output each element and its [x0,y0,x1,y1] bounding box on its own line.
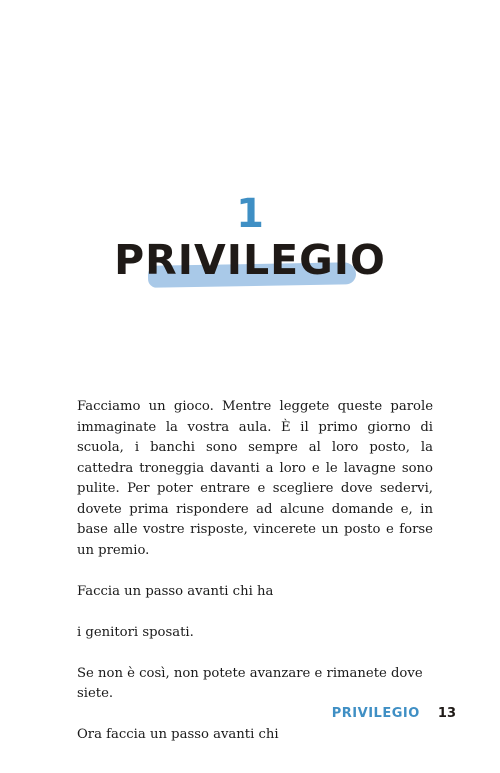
chapter-number: 1 [236,191,264,237]
paragraph: Faccia un passo avanti chi ha [77,583,274,599]
paragraph: Facciamo un gioco. Mentre leggete queste parole immaginate la vostra aula. È il primo giorno di scuola, i banchi sono sempre al loro posto, la cattedra troneggia davanti a loro e le lavagne sono pulite. Per poter entrare e scegliere dove sedervi, dovete prima rispondere ad alcune domande e, in base alle vostre risposte, vincerete un posto e forse un premio. [77,399,433,558]
chapter-title: PRIVILEGIO [114,236,386,284]
page-number: 13 [437,706,456,721]
paragraph: Ora faccia un passo avanti chi [77,727,279,742]
page-footer [332,705,456,723]
paragraph: i genitori sposati. [77,624,194,640]
chapter-heading [0,232,500,292]
paragraph: Se non è così, non potete avanzare e rimanete dove siete. [77,665,423,701]
running-title: PRIVILEGIO [331,706,420,721]
